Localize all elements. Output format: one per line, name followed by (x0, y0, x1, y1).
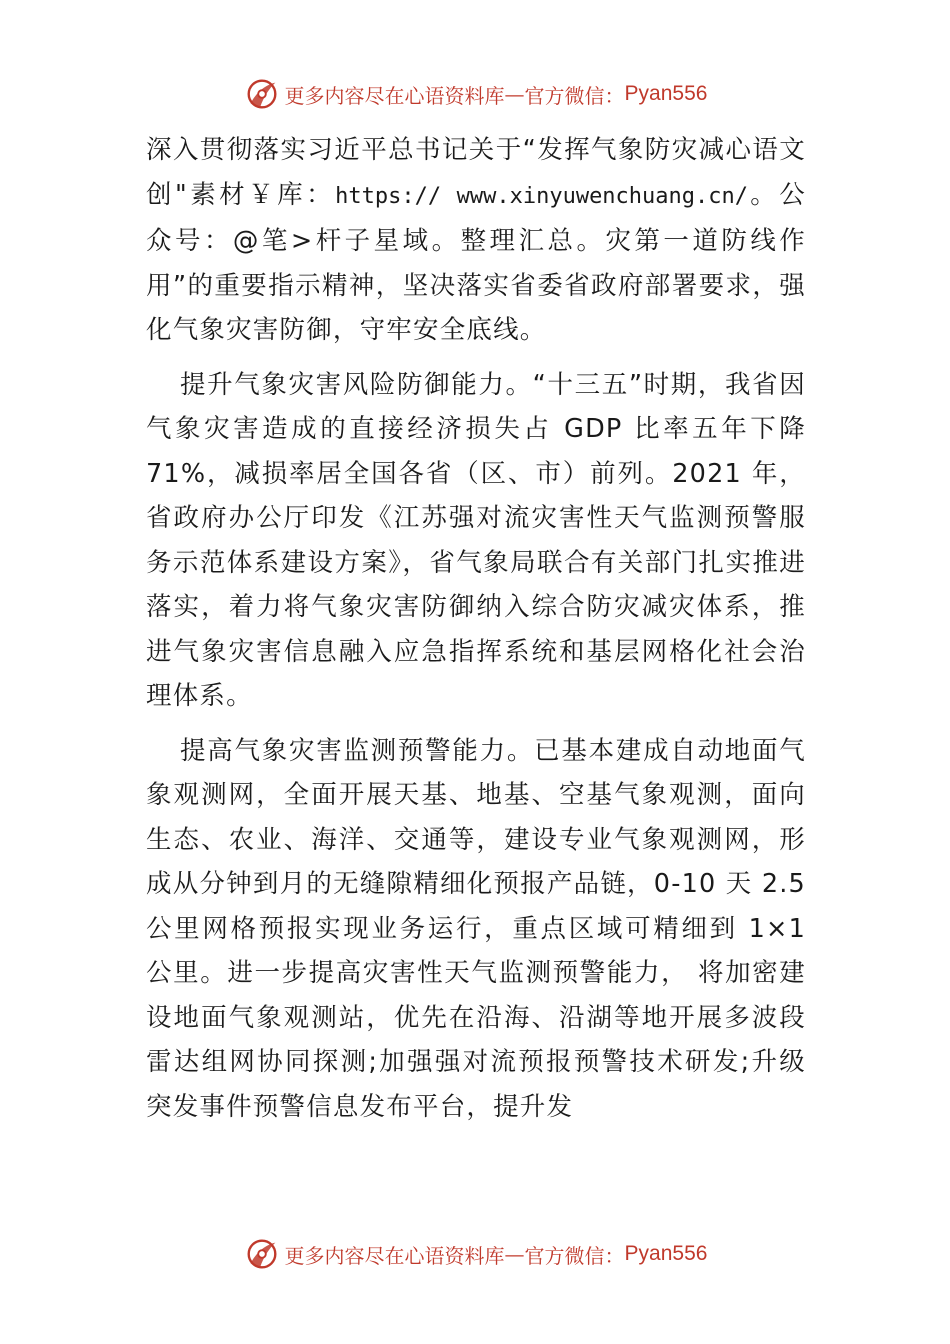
wechat-id: Pyan556 (624, 1242, 708, 1265)
ribbon-logo-icon (243, 1235, 281, 1273)
paragraph-text: 提高气象灾害监测预警能力。已基本建成自动地面气象观测网，全面开展天基、地基、空基气象观测，面向生态、农业、海洋、交通等，建设专业气象观测网，形成从分钟到月的无缝隙精细化预报产品链，0-10 天 2.5 公里网格预报实现业务运行，重点区域可精细到 1×1 公里。进一步提高灾害性天气监测预警能力， 将加密建设地面气象观测站，优先在沿海、沿湖等地开展多波段雷达组网协同探测;加强强对流预报预警技术研发;升级突发事件预警信息发布平台，提升发 (146, 735, 806, 1122)
wechat-id: Pyan556 (624, 82, 708, 105)
wechat-label: 官方微信： (524, 1243, 625, 1268)
ribbon-logo-icon (243, 75, 281, 113)
intro-text (146, 128, 806, 353)
banner-separator: — (504, 82, 525, 106)
website-url: https:// www.xinyuwenchuang.cn/ (335, 183, 749, 209)
banner-separator: — (504, 1242, 525, 1266)
document-body (146, 128, 806, 1129)
ad-text: 更多内容尽在心语资料库 (284, 1243, 505, 1268)
paragraph-text: 提升气象灾害风险防御能力。“十三五”时期，我省因气象灾害造成的直接经济损失占 GDP 比率五年下降 71%，减损率居全国各省（区、市）前列。2021 年，省政府办公厅印发《江苏强对流灾害性天气监测预警服务示范体系建设方案》，省气象局联合有关部门扎实推进落实，着力将气象灾害防御纳入综合防灾减灾体系，推进气象灾害信息融入应急指挥系统和基层网格化社会治理体系。 (146, 369, 806, 711)
ad-text: 更多内容尽在心语资料库 (284, 83, 505, 108)
intro-paragraph (146, 128, 806, 353)
intro-text-part2: 。公众号：@笔>杆子星域。整理汇总。灾第一道防线作用”的重要指示精神，坚决落实省委省政府部署要求，强化气象灾害防御，守牢安全底线。 (146, 179, 806, 345)
intro-text-part1: 深入贯彻落实习近平总书记关于“发挥气象防灾减心语文创"素材￥库： (146, 135, 806, 210)
wechat-label: 官方微信： (524, 83, 625, 108)
header-watermark-banner (0, 72, 950, 116)
paragraph-risk-defense (146, 363, 806, 719)
paragraph-monitoring-warning (146, 729, 806, 1130)
footer-watermark-banner (0, 1232, 950, 1276)
